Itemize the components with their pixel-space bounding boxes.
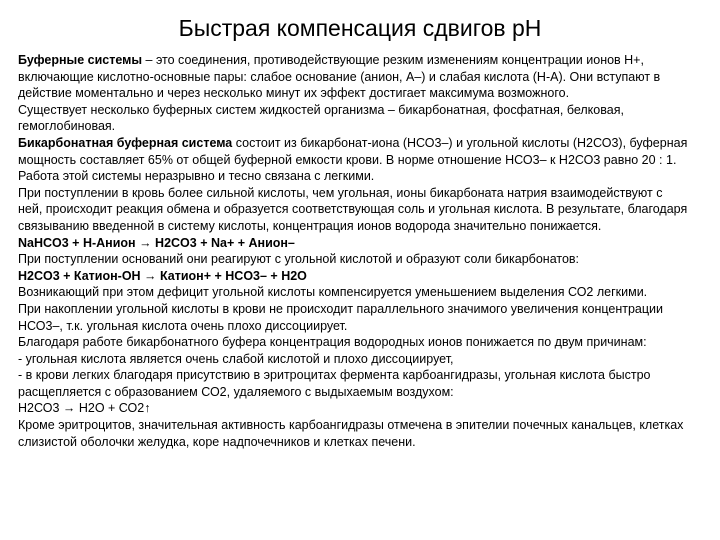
- reason-item-1: - угольная кислота является очень слабой кислотой и плохо диссоциирует,: [18, 351, 454, 366]
- paragraph-accumulation: При накоплении угольной кислоты в крови не происходит параллельного значимого увеличения концентрации НСО3–, т.к. угольная кислота очень плохо диссоциирует.: [18, 301, 663, 333]
- term-bicarbonate-system: Бикарбонатная буферная система: [18, 135, 233, 150]
- paragraph-buffer-systems: [18, 52, 690, 102]
- paragraph-strong-acid: При поступлении в кровь более сильной кислоты, чем угольная, ионы бикарбоната натрия взаимодействуют с ней, происходит реакция обмена и образуется соответствующая соль и угольная кислота. В результате, благодаря связыванию введенной в систему кислоты, концентрация ионов водорода значительно понижается.: [18, 185, 688, 233]
- paragraph-bicarbonate-system: [18, 135, 690, 185]
- reason-item-2: - в крови легких благодаря присутствию в эритроцитах фермента карбоангидразы, угольная кислота быстро расщепляется с образованием СО2, удаляемого с выдыхаемым воздухом:: [18, 368, 651, 399]
- paragraph-two-reasons: Благодаря работе бикарбонатного буфера концентрация водородных ионов понижается по двум причинам:: [18, 335, 647, 350]
- term-buffer-systems: Буферные системы: [18, 53, 143, 67]
- equation-base-reaction: H2CO3 + Катион-OH → Катион+ + HCO3– + H2O: [18, 268, 307, 283]
- paragraph-co2-deficit: Возникающий при этом дефицит угольной кислоты компенсируется уменьшением выделения СО2 легкими.: [18, 285, 648, 300]
- paragraph-bases: При поступлении оснований они реагируют с угольной кислотой и образуют соли бикарбонатов:: [18, 252, 580, 267]
- slide-title: Быстрая компенсация сдвигов pH: [178, 15, 542, 41]
- equation-acid-reaction: NaHCO3 + H-Анион → H2CO3 + Na+ + Анион–: [18, 235, 295, 250]
- text-bicarbonate-system: состоит из бикарбонат-иона (НСО3–) и угольной кислоты (Н2СО3), буферная мощность составляет 65% от общей буферной емкости крови. В норме отношение НСО3– к Н2СО3 равно 20 : 1. Работа этой системы неразрывно и тесно связана с легкими.: [18, 135, 688, 184]
- paragraph-buffer-types: Существует несколько буферных систем жидкостей организма – бикарбонатная, фосфатная, белковая, гемоглобиновая.: [18, 102, 624, 134]
- equation-carbonic-breakdown: Н2СО3 → Н2О + СО2↑: [18, 401, 151, 416]
- paragraph-carbonic-anhydrase: Кроме эритроцитов, значительная активность карбоангидразы отмечена в эпителии почечных канальцев, клетках слизистой оболочки желудка, коре надпочечников и клетках печени.: [18, 418, 684, 449]
- text-buffer-systems: – это соединения, противодействующие резким изменениям концентрации ионов Н+, включающие кислотно-основные пары: слабое основание (анион, А–) и слабая кислота (Н-А). Они вступают в действие моментально и через несколько минут их эффект достигает максимума возможного.: [18, 53, 661, 101]
- slide-body: [18, 52, 690, 450]
